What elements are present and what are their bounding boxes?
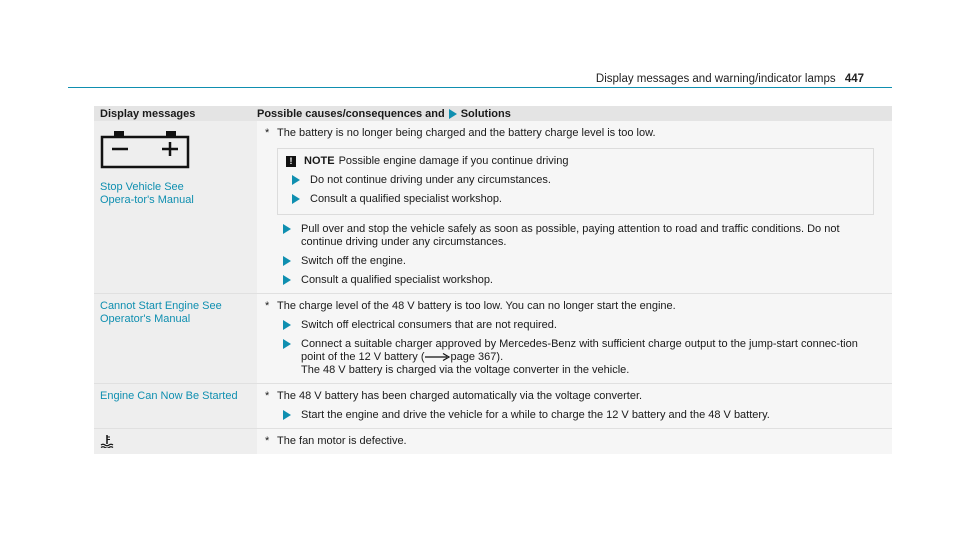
step-arrow-icon: [283, 224, 291, 234]
coolant-fan-icon: [100, 435, 114, 448]
cause-text: The 48 V battery has been charged automatically via the voltage converter.: [277, 390, 643, 402]
step-arrow-icon: [292, 175, 300, 185]
page-number: 447: [844, 73, 864, 85]
col-causes-label: Possible causes/consequences and: [257, 107, 445, 120]
table-row: [94, 294, 892, 384]
warning-icon: !: [286, 156, 296, 167]
table-row: [94, 429, 892, 454]
solution-step: Pull over and stop the vehicle safely as soon as possible, paying attention to road and traffic conditions. Do not continue driving under any circumstances.: [301, 223, 840, 248]
display-message: Cannot Start Engine See Operator's Manual: [100, 300, 222, 325]
note-box: [277, 148, 874, 215]
solutions-arrow-icon: [449, 109, 457, 119]
solution-step: Switch off electrical consumers that are not required.: [301, 319, 557, 331]
step-arrow-icon: [283, 275, 291, 285]
battery-icon: [100, 129, 190, 169]
note-text: Possible engine damage if you continue driving: [338, 155, 569, 167]
note-step: Do not continue driving under any circumstances.: [310, 174, 551, 186]
solution-step-note: The 48 V battery is charged via the voltage converter in the vehicle.: [301, 364, 630, 376]
solution-cell: * The fan motor is defective.: [257, 429, 892, 454]
col-display-messages: Display messages: [100, 107, 196, 120]
page-reference-arrow-icon: [425, 353, 451, 361]
message-cell: [94, 384, 257, 428]
table-row: [94, 384, 892, 429]
note-label: NOTE: [304, 155, 335, 167]
solution-step: Consult a qualified specialist workshop.: [301, 274, 493, 286]
step-arrow-icon: [283, 410, 291, 420]
step-arrow-icon: [283, 339, 291, 349]
step-arrow-icon: [283, 256, 291, 266]
solution-step: Start the engine and drive the vehicle for a while to charge the 12 V battery and the 48 V battery.: [301, 409, 770, 421]
table-header: [94, 106, 892, 121]
cause-text: The fan motor is defective.: [277, 435, 407, 447]
note-step: Consult a qualified specialist workshop.: [310, 193, 502, 205]
solution-cell: * The battery is no longer being charged and the battery charge level is too low. ! NOTE Possible engine damage if you continue driving Do not continue driving under any circumstances. Consult a qualified specialist workshop. Pull over and stop the vehicle safely as soon as possible, paying attention to road and traffic conditions. Do not continue driving under any circumstances. Switch off the engine. Consult a qualified specialist workshop.: [257, 121, 892, 293]
table-row: [94, 121, 892, 294]
cause-text: The battery is no longer being charged and the battery charge level is too low.: [277, 127, 656, 139]
step-arrow-icon: [292, 194, 300, 204]
solution-cell: * The 48 V battery has been charged automatically via the voltage converter. Start the engine and drive the vehicle for a while to charge the 12 V battery and the 48 V battery.: [257, 384, 892, 428]
message-cell: [94, 294, 257, 383]
solution-cell: * The charge level of the 48 V battery is too low. You can no longer start the engine. Switch off electrical consumers that are not required. Connect a suitable charger approved by Mercedes-Benz with sufficient charge output to the jump-start connec-tion point of the 12 V battery ( page 367). The 48 V battery is charged via the voltage converter in the vehicle.: [257, 294, 892, 383]
display-message: Stop Vehicle See Opera-tor's Manual: [100, 181, 194, 206]
solution-step: Connect a suitable charger approved by Mercedes-Benz with sufficient charge output to the jump-start connec-tion point of the 12 V battery (: [301, 338, 858, 363]
message-cell: [94, 121, 257, 293]
header-title: Display messages and warning/indicator lamps: [595, 73, 836, 85]
col-solutions-label: Solutions: [460, 107, 511, 120]
page-reference[interactable]: page 367).: [450, 351, 504, 363]
col-causes-solutions: [257, 108, 892, 120]
cause-text: The charge level of the 48 V battery is too low. You can no longer start the engine.: [277, 300, 676, 312]
running-header: [596, 73, 864, 85]
step-arrow-icon: [283, 320, 291, 330]
message-cell: [94, 429, 257, 454]
header-rule: [68, 87, 892, 88]
display-messages-table: [94, 106, 892, 454]
display-message: Engine Can Now Be Started: [100, 390, 238, 402]
solution-step: Switch off the engine.: [301, 255, 406, 267]
